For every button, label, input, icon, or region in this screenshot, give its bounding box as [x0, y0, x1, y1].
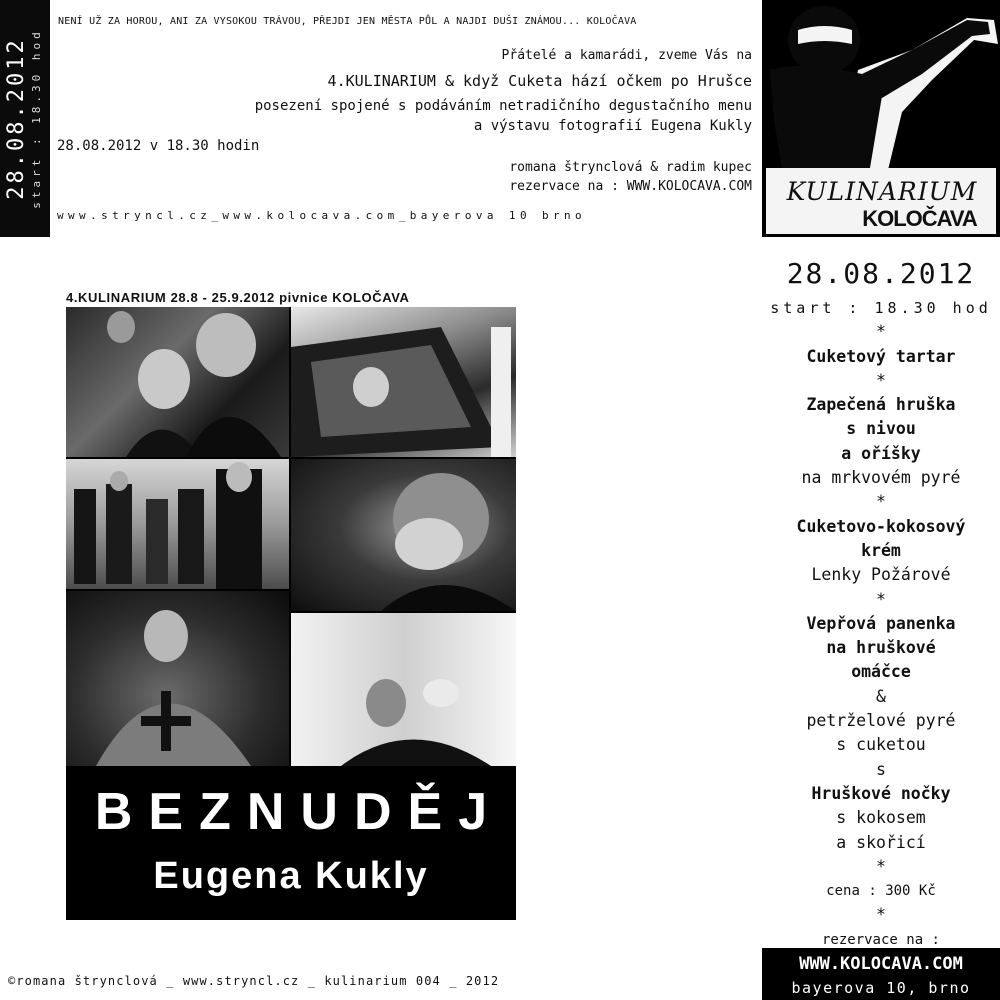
menu-item: Cuketovo-kokosový — [796, 516, 966, 536]
menu-date: 28.08.2012 — [786, 257, 976, 290]
menu-item: s nivou — [846, 419, 916, 439]
menu-item: rezervace na : — [821, 931, 940, 948]
menu-separator: * — [876, 856, 886, 876]
menu-item: Lenky Požárové — [811, 565, 951, 585]
vertical-start-time: start : 18.30 hod — [30, 28, 43, 209]
websites-line: www.stryncl.cz_www.kolocava.com_bayerova 10 brno — [57, 209, 587, 222]
menu-item: Vepřová panenka — [806, 613, 956, 633]
menu-item: petrželové pyré — [806, 711, 956, 731]
photo-couple-icon — [66, 307, 289, 457]
photo-embrace — [291, 613, 516, 766]
menu-item: Zapečená hruška — [806, 395, 956, 415]
poster — [66, 307, 516, 920]
footer-credits: ©romana štrynclová _ www.stryncl.cz _ kulinarium 004 _ 2012 — [8, 974, 500, 988]
menu-separator: * — [876, 905, 886, 925]
menu-separator: * — [876, 370, 886, 390]
kulinarium-logo — [762, 0, 1000, 237]
photo-old-man — [291, 459, 516, 611]
event-title: 4.KULINARIUM & když Cuketa hází očkem po Hrušce — [327, 72, 752, 90]
photo-old-man-icon — [291, 459, 516, 611]
logo-title: KULINARIUM — [786, 177, 978, 206]
photo-priest-icon — [66, 591, 289, 766]
menu-item: s — [876, 759, 886, 779]
photo-car-icon — [291, 307, 516, 457]
photo-embrace-icon — [291, 613, 516, 766]
vertical-date-strip — [0, 0, 50, 237]
photo-crowd-icon — [66, 459, 289, 589]
menu-item: & — [876, 686, 886, 706]
photo-car — [291, 307, 516, 457]
event-description-line2: a výstavu fotografií Eugena Kukly — [473, 118, 752, 134]
logo-subtitle: KOLOČAVA — [862, 206, 977, 231]
menu-item: s cuketou — [836, 735, 926, 755]
menu-item: na mrkvovém pyré — [801, 468, 961, 488]
kolocava-address: bayerova 10, brno — [791, 979, 971, 997]
photo-priest — [66, 591, 289, 766]
menu-separator: * — [876, 589, 886, 609]
menu-item: a oříšky — [841, 443, 921, 463]
photo-crowd — [66, 459, 289, 589]
invitation-text: Přátelé a kamarádi, zveme Vás na — [501, 48, 752, 63]
contact-box — [762, 948, 1000, 1000]
poster-subtitle: Eugena Kukly — [153, 855, 429, 897]
menu-item: na hruškové — [826, 638, 936, 658]
event-hosts: romana štrynclová & radim kupec — [509, 160, 752, 175]
poster-heading: 4.KULINARIUM 28.8 - 25.9.2012 pivnice KOLOČAVA — [66, 290, 410, 305]
menu-item: Cuketový tartar — [806, 346, 956, 366]
menu-item: cena : 300 Kč — [826, 883, 936, 900]
menu-item: krém — [861, 540, 901, 560]
menu-start-time: start : 18.30 hod — [770, 299, 992, 317]
menu-item: s kokosem — [836, 808, 926, 828]
menu-list — [762, 320, 1000, 952]
menu-separator: * — [876, 322, 886, 342]
vertical-date: 28.08.2012 — [4, 37, 29, 200]
poster-title: BEZNUDĚJ — [94, 783, 504, 841]
kolocava-website: WWW.KOLOCAVA.COM — [799, 954, 963, 974]
menu-item: Hruškové nočky — [811, 783, 951, 803]
menu-column — [762, 252, 1000, 952]
event-datetime: 28.08.2012 v 18.30 hodin — [57, 138, 260, 154]
tagline: NENÍ UŽ ZA HOROU, ANI ZA VYSOKOU TRÁVOU, PŘEJDI JEN MĚSTA PŮL A NAJDI DUŠI ZNÁMOU... KOLOČAVA — [58, 16, 637, 27]
menu-item: a skořicí — [836, 832, 926, 852]
menu-separator: * — [876, 492, 886, 512]
menu-item: omáčce — [851, 662, 911, 682]
event-description-line1: posezení spojené s podáváním netradičního degustačního menu — [254, 98, 752, 114]
photo-couple — [66, 307, 289, 457]
reservation-info: rezervace na : WWW.KOLOCAVA.COM — [509, 179, 752, 194]
